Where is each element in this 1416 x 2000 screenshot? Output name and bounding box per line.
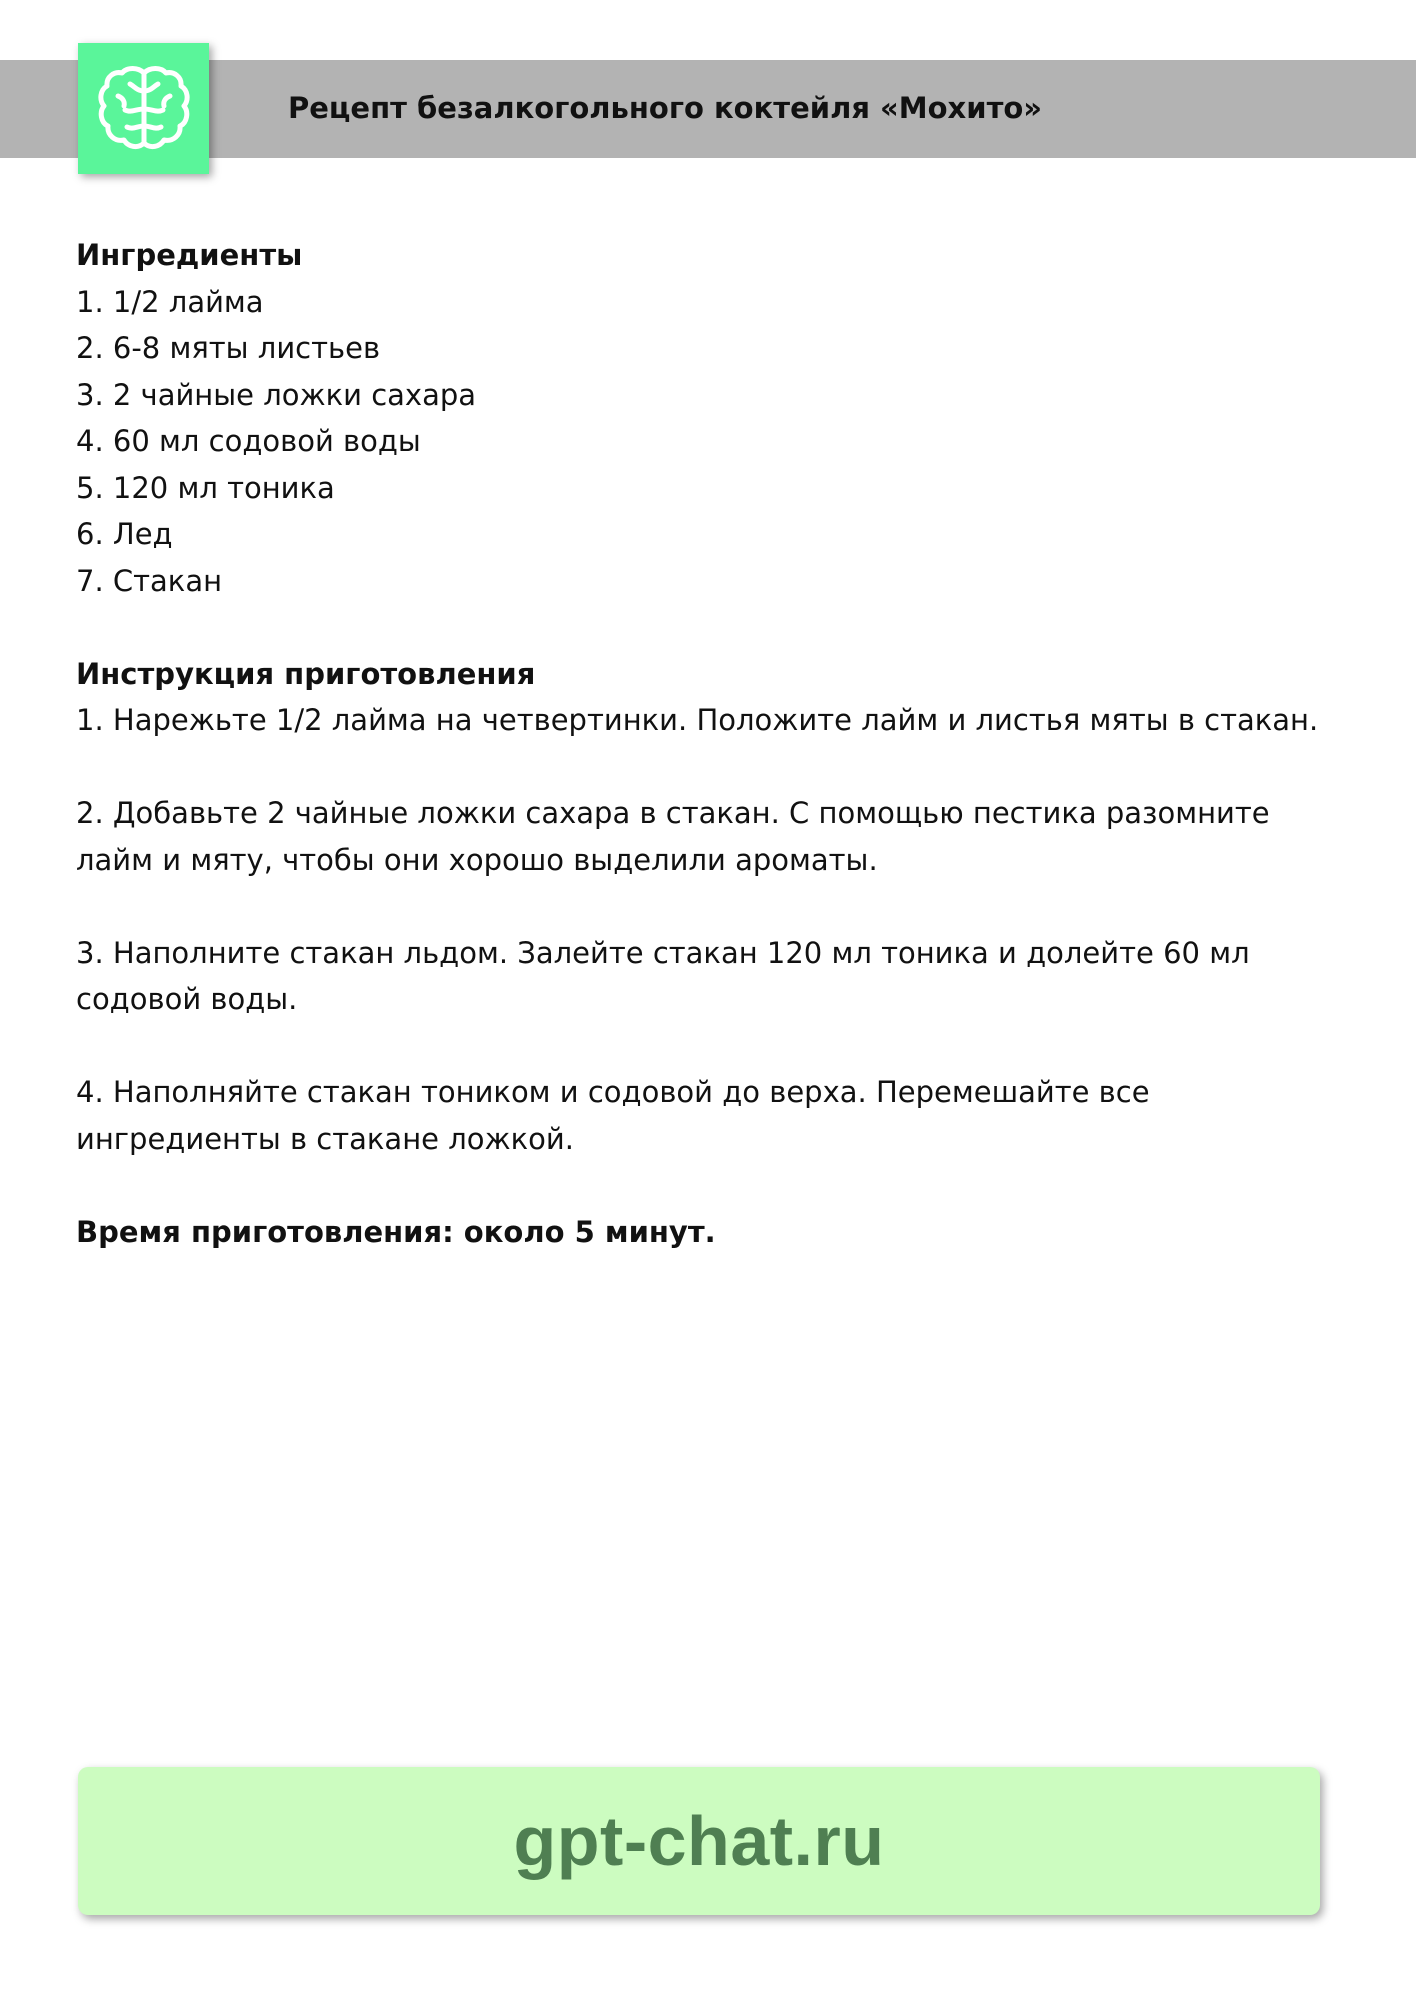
- instruction-step-4: [76, 1069, 1376, 1162]
- logo: [78, 43, 209, 174]
- ingredient-item: 6. Лед: [76, 517, 173, 551]
- instruction-step-1: [76, 697, 1376, 744]
- ingredients-heading: Ингредиенты: [76, 238, 303, 272]
- ingredient-item: 3. 2 чайные ложки сахара: [76, 377, 477, 412]
- instruction-step-3: [76, 930, 1376, 1023]
- instruction-line: 2. Добавьте 2 чайные ложки сахара в стакан. С помощью пестика разомните: [76, 796, 1270, 830]
- spacer: [76, 604, 1376, 651]
- instruction-line: ингредиенты в стакане ложкой.: [76, 1121, 574, 1156]
- instruction-line: 4. Наполняйте стакан тоником и содовой до верха. Перемешайте все: [76, 1075, 1150, 1109]
- ingredient-item: 4. 60 мл содовой воды: [76, 424, 421, 458]
- instruction-line: лайм и мяту, чтобы они хорошо выделили ароматы.: [76, 842, 878, 877]
- ingredients-list: [76, 279, 1376, 605]
- spacer: [76, 744, 1376, 791]
- ingredient-item: 2. 6-8 мяты листьев: [76, 331, 381, 365]
- instruction-line: 3. Наполните стакан льдом. Залейте стакан 120 мл тоника и долейте 60 мл: [76, 935, 1250, 970]
- preparation-time: Время приготовления: около 5 минут.: [76, 1214, 716, 1249]
- recipe-content: [76, 232, 1376, 1255]
- page-title: Рецепт безалкогольного коктейля «Мохито»: [288, 91, 1043, 125]
- footer-banner: [78, 1767, 1320, 1915]
- spacer: [76, 1162, 1376, 1209]
- instruction-line: содовой воды.: [76, 982, 298, 1016]
- site-link[interactable]: gpt-chat.ru: [513, 1802, 885, 1880]
- brain-icon: [94, 63, 194, 155]
- ingredient-item: 1. 1/2 лайма: [76, 284, 264, 319]
- ingredient-item: 7. Стакан: [76, 563, 223, 598]
- instructions-heading: Инструкция приготовления: [76, 656, 536, 691]
- spacer: [76, 883, 1376, 930]
- ingredient-item: 5. 120 мл тоника: [76, 470, 335, 505]
- spacer: [76, 1023, 1376, 1070]
- instruction-step-2: [76, 790, 1376, 883]
- instruction-line: 1. Нарежьте 1/2 лайма на четвертинки. Положите лайм и листья мяты в стакан.: [76, 703, 1319, 737]
